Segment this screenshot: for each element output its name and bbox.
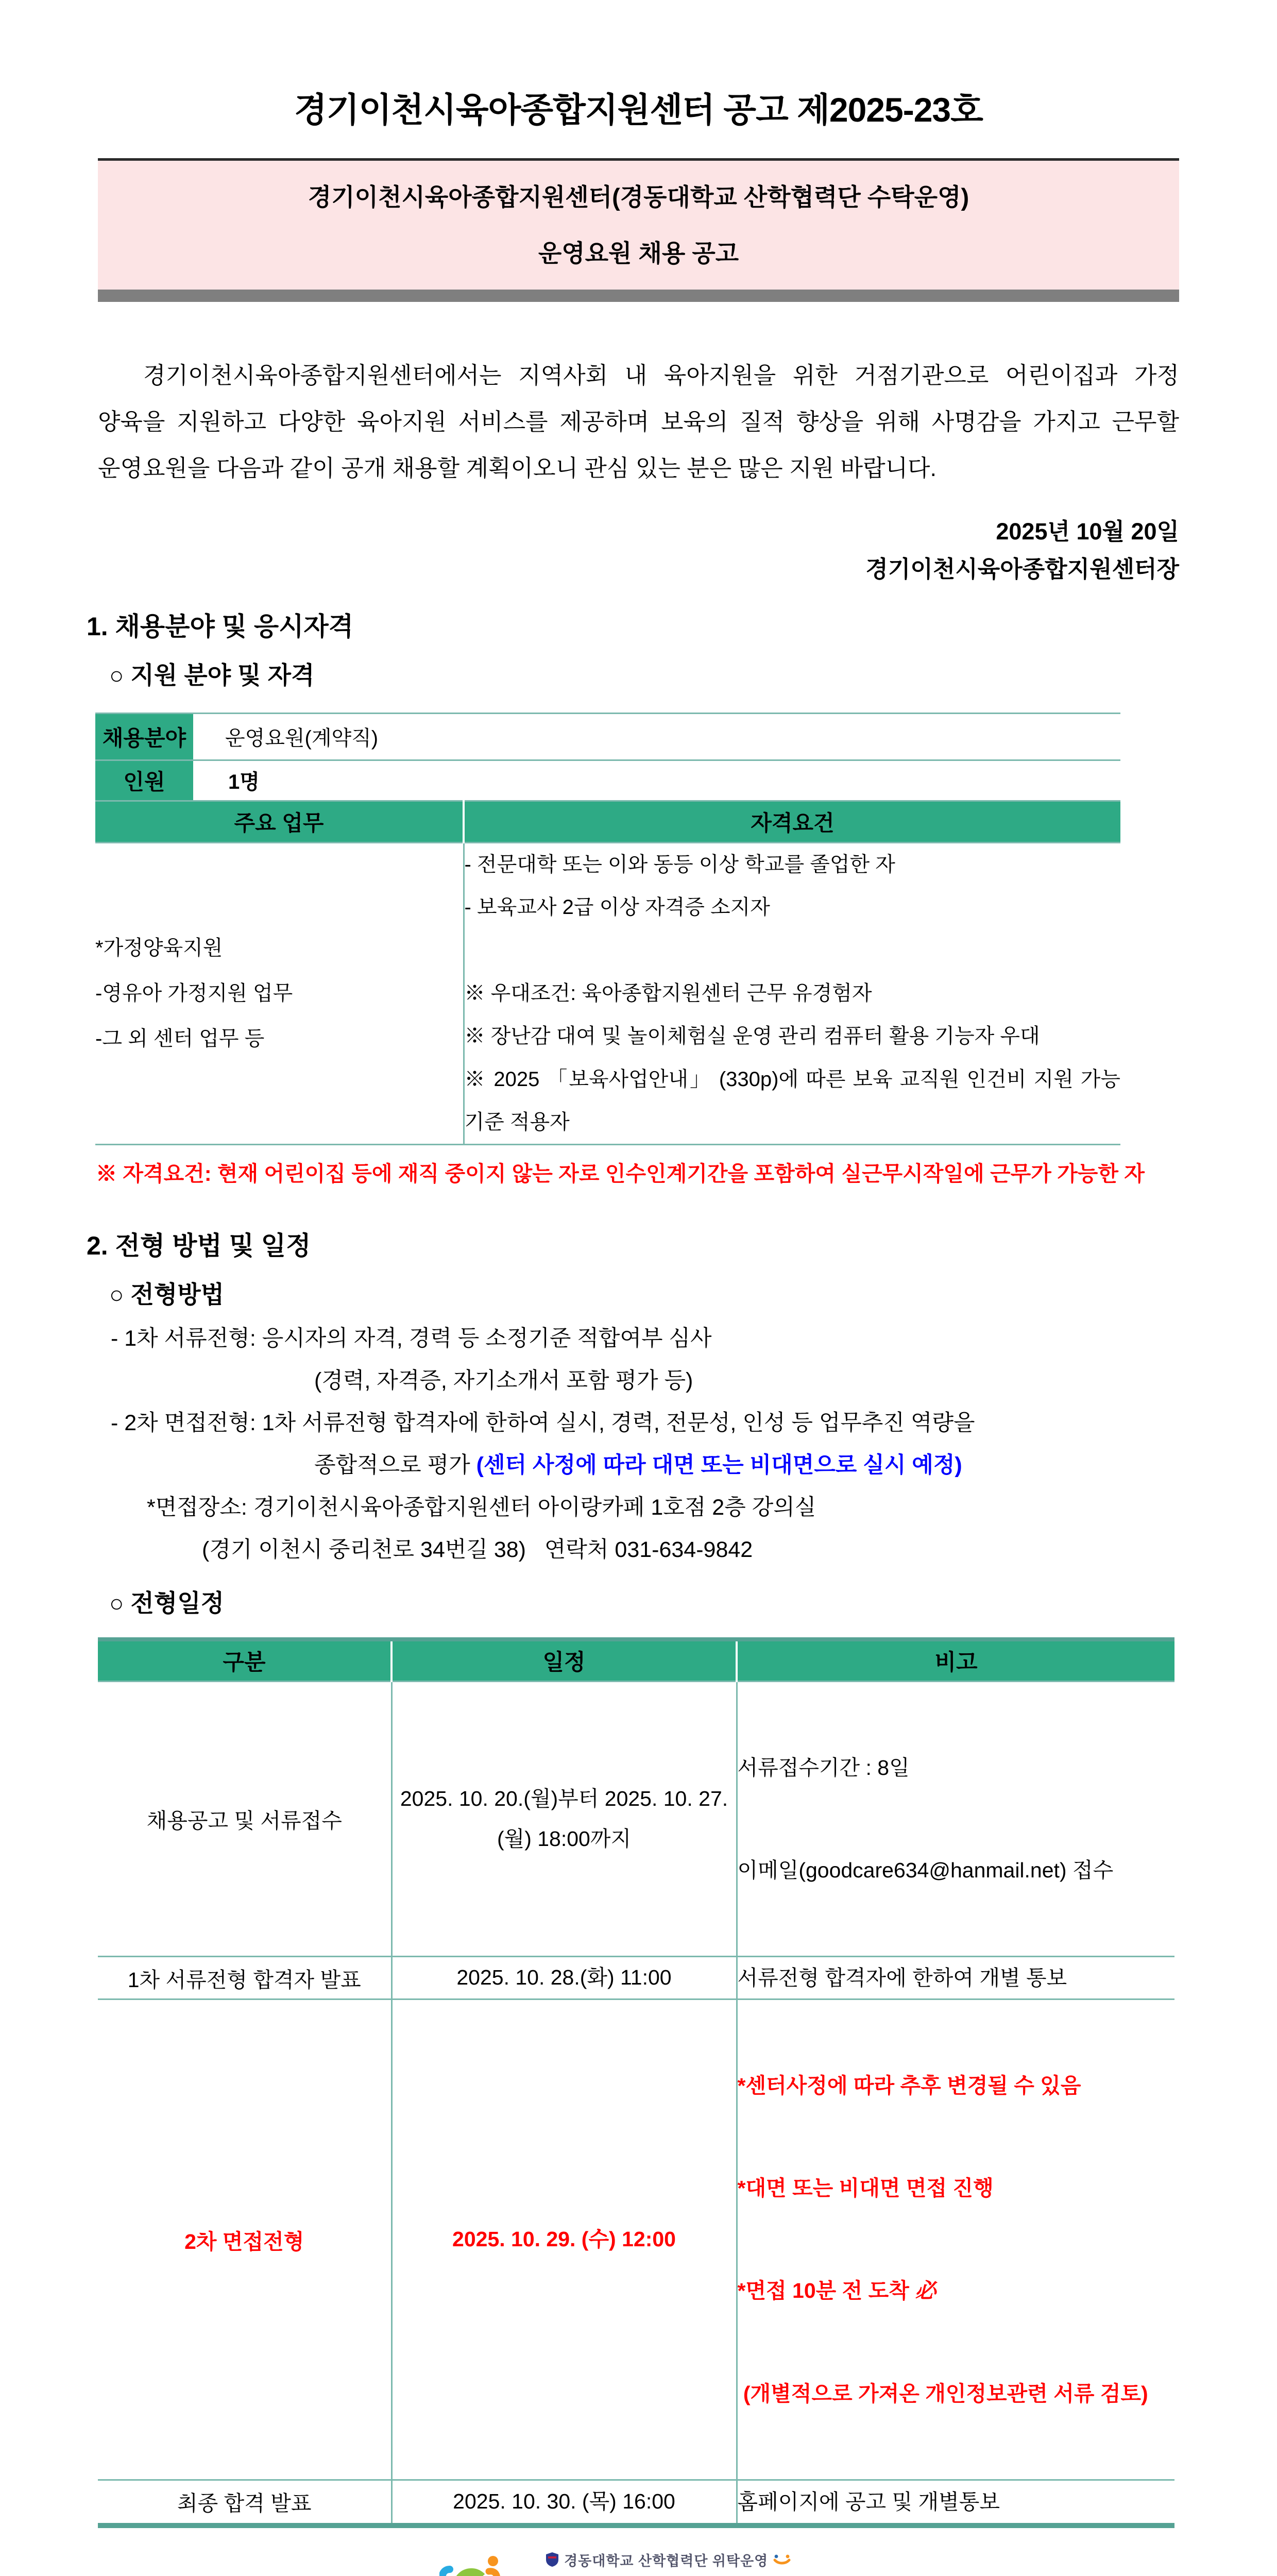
schedule-note-text: *면접 10분 전 도착 — [737, 2279, 915, 2303]
spacer — [465, 929, 1121, 972]
notice-line-1: 경기이천시육아종합지원센터(경동대학교 산학협력단 수탁운영) — [308, 183, 969, 211]
notice-box — [98, 158, 1179, 290]
page-title: 경기이천시육아종합지원센터 공고 제2025-23호 — [294, 91, 983, 129]
schedule-category: 2차 면접전형 — [98, 1999, 391, 2480]
schedule-category: 채용공고 및 서류접수 — [98, 1681, 391, 1956]
schedule-heading: ○ 전형일정 — [109, 1589, 225, 1617]
schedule-note: 서류전형 합격자에 한하여 개별 통보 — [737, 1957, 1174, 1999]
date-signature-block — [98, 513, 1179, 588]
qual-item: - 보육교사 2급 이상 자격증 소지자 — [464, 895, 770, 919]
qual-note: ※ 우대조건: 육아종합지원센터 근무 유경험자 — [464, 982, 872, 1005]
blue-note: (센터 사정에 따라 대면 또는 비대면으로 실시 예정) — [476, 1452, 962, 1478]
section2-heading: 2. 전형 방법 및 일정 — [87, 1231, 311, 1260]
headcount-label-cell: 인원 — [95, 760, 193, 801]
table-row — [95, 842, 1120, 1144]
table-row — [95, 760, 1120, 801]
intro-paragraph: 경기이천시육아종합지원센터에서는 지역사회 내 육아지원을 위한 거점기관으로 어린이집과 가정 양육을 지원하고 다양한 육아지원 서비스를 제공하며 보육의 질적 향상을 위해 사명감을 가지고 근무할 운영요원을 다음과 같이 공개 채용할 계획이오니 관심 있는 분은 많은 지원 바랍니다. — [98, 362, 1179, 481]
schedule-note-line — [738, 2274, 1175, 2308]
schedule-date: 2025. 10. 28.(화) 11:00 — [391, 1957, 737, 1999]
qualification-warning: ※ 자격요건: 현재 어린이집 등에 재직 중이지 않는 자로 인수인계기간을 포함하여 실근무시작일에 근무가 가능한 자 — [96, 1161, 1145, 1185]
schedule-date-line: 2025. 10. 27.(월) 18:00까지 — [497, 1786, 728, 1851]
trust-row — [546, 2550, 791, 2570]
schedule-table — [98, 1637, 1174, 2528]
schedule-row — [98, 1957, 1174, 1999]
qualification-list — [464, 842, 1120, 1144]
table-row — [95, 713, 1120, 760]
must-mark: 必 — [915, 2279, 937, 2303]
schedule-note-line: 서류접수기간 : 8일 — [737, 1755, 910, 1780]
swirl-logo-icon — [439, 2550, 517, 2576]
schedule-note-line: (개별적으로 가져온 개인정보관련 서류 검토) — [737, 2381, 1148, 2405]
recruit-table — [95, 713, 1120, 1145]
schedule-date — [391, 1681, 737, 1956]
duty-header-cell: 주요 업무 — [95, 801, 464, 842]
schedule-row — [98, 1681, 1174, 1956]
qual-header-cell: 자격요건 — [464, 801, 1120, 842]
qual-item: - 전문대학 또는 이와 동등 이상 학교를 졸업한 자 — [464, 853, 895, 876]
hands-icon — [773, 2553, 791, 2566]
method-line-4-text: 종합적으로 평가 — [314, 1452, 476, 1478]
qual-note: ※ 2025 「보육사업안내」 (330p)에 따른 보육 교직원 인건비 지원 가능 기준 적용자 — [464, 1067, 1120, 1133]
schedule-date: 2025. 10. 30. (목) 16:00 — [391, 2480, 737, 2526]
method-line-1: - 1차 서류전형: 응시자의 자격, 경력 등 소정기준 적합여부 심사 — [111, 1326, 712, 1351]
schedule-date: 2025. 10. 29. (수) 12:00 — [391, 1999, 737, 2480]
section1-heading: 1. 채용분야 및 응시자격 — [87, 612, 354, 641]
qual-note: ※ 장난감 대여 및 놀이체험실 운영 관리 컴퓨터 활용 기능자 우대 — [464, 1025, 1040, 1048]
method-heading: ○ 전형방법 — [109, 1280, 225, 1308]
table-header-row — [95, 801, 1120, 842]
schedule-note-line: *센터사정에 따라 추후 변경될 수 있음 — [737, 2073, 1081, 2097]
col-header-note: 비고 — [737, 1639, 1174, 1682]
interview-place-line: *면접장소: 경기이천시육아종합지원센터 아이랑카페 1호점 2층 강의실 — [147, 1495, 816, 1520]
university-shield-icon — [546, 2552, 559, 2567]
section1-subheading: ○ 지원 분야 및 자격 — [109, 661, 315, 689]
schedule-category: 최종 합격 발표 — [98, 2480, 391, 2526]
schedule-note-line: 이메일(goodcare634@hanmail.net) 접수 — [737, 1858, 1114, 1882]
duty-item: -그 외 센터 업무 등 — [95, 1027, 265, 1050]
schedule-row — [98, 1999, 1174, 2480]
trust-line-text: 경동대학교 산학협력단 위탁운영 — [564, 2553, 769, 2569]
schedule-note — [737, 1999, 1174, 2480]
center-name — [525, 2573, 838, 2576]
method-line-3: - 2차 면접전형: 1차 서류전형 합격자에 한하여 실시, 경력, 전문성, 인성 등 업무추진 역량을 — [111, 1410, 975, 1435]
footer-text-block — [525, 2550, 838, 2576]
field-label-cell: 채용분야 — [95, 713, 193, 760]
schedule-category: 1차 서류전형 합격자 발표 — [98, 1957, 391, 1999]
duty-item: *가정양육지원 — [95, 937, 223, 960]
method-line-4 — [314, 1448, 1277, 1479]
duty-list — [95, 842, 464, 1144]
schedule-note-line: *대면 또는 비대면 면접 진행 — [737, 2176, 994, 2200]
divider-bar — [98, 290, 1179, 302]
schedule-note — [737, 1681, 1174, 1956]
schedule-note: 홈페이지에 공고 및 개별통보 — [737, 2480, 1174, 2526]
signer-title: 경기이천시육아종합지원센터장 — [865, 555, 1179, 582]
schedule-header-row — [98, 1639, 1174, 1682]
address-contact-line: (경기 이천시 중리천로 34번길 38) 연락처 031-634-9842 — [202, 1537, 753, 1562]
footer-logo — [0, 2550, 1277, 2576]
field-value-cell: 운영요원(계약직) — [193, 713, 1120, 760]
col-header-date: 일정 — [391, 1639, 737, 1682]
notice-line-2: 운영요원 채용 공고 — [538, 240, 739, 267]
announcement-date: 2025년 10월 20일 — [996, 518, 1179, 545]
headcount-value-cell: 1명 — [193, 760, 1120, 801]
col-header-category: 구분 — [98, 1639, 391, 1682]
schedule-row — [98, 2480, 1174, 2526]
schedule-date-line: 2025. 10. 20.(월)부터 — [400, 1786, 599, 1810]
method-line-2: (경력, 자격증, 자기소개서 포함 평가 등) — [314, 1368, 693, 1393]
duty-item: -영유아 가정지원 업무 — [95, 982, 293, 1005]
